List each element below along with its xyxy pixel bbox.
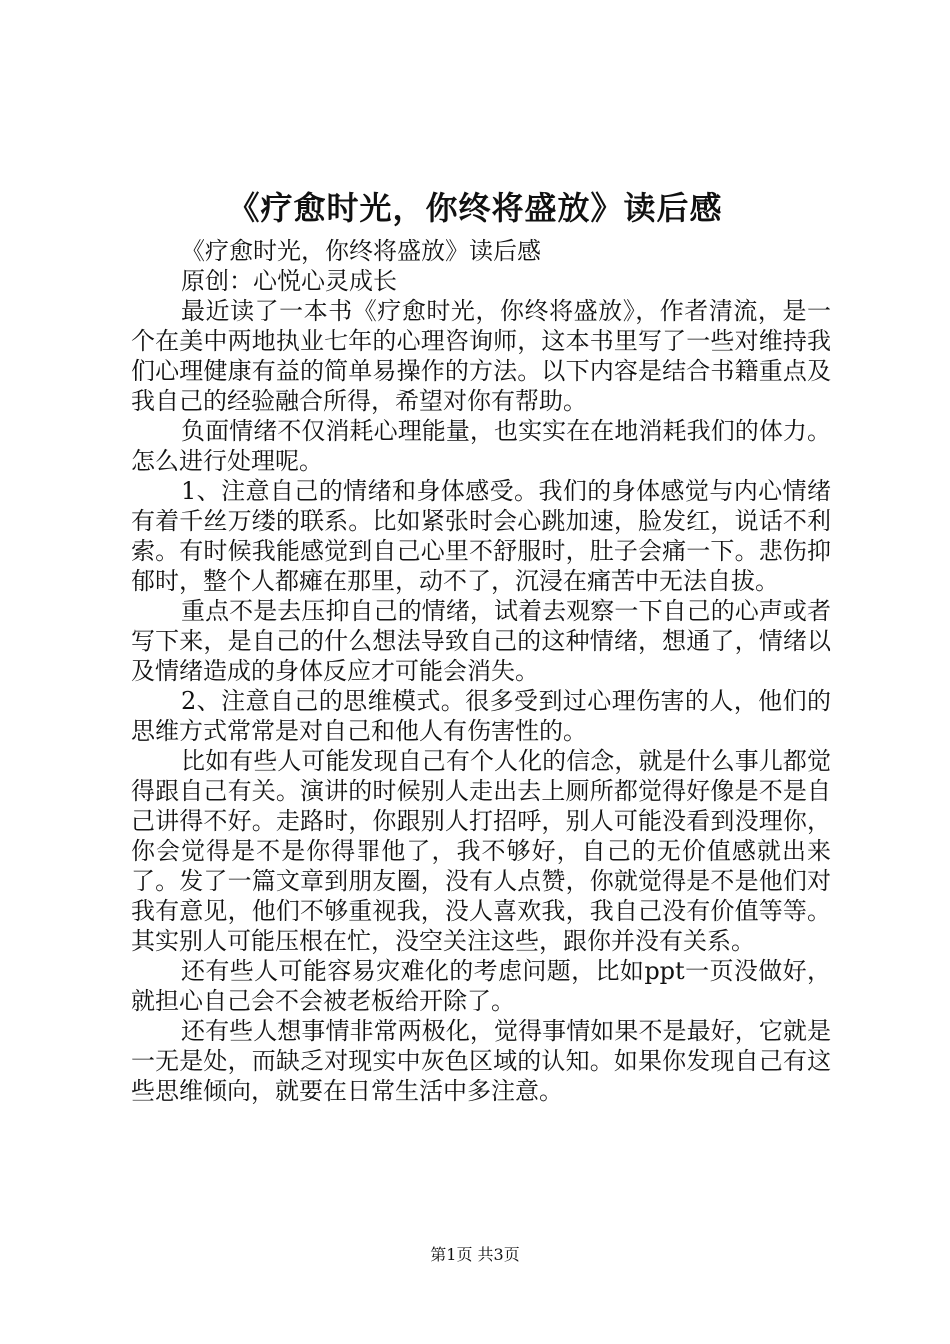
document-title: 《疗愈时光，你终将盛放》读后感	[227, 189, 723, 227]
paragraph: 重点不是去压抑自己的情绪，试着去观察一下自己的心声或者写下来，是自己的什么想法导致自己的这种情绪，想通了，情绪以及情绪造成的身体反应才可能会消失。	[131, 597, 831, 685]
paragraph: 比如有些人可能发现自己有个人化的信念，就是什么事儿都觉得跟自己有关。演讲的时候别人走出去上厕所都觉得好像是不是自己讲得不好。走路时，你跟别人打招呼，别人可能没看到没理你，你会觉得是不是你得罪他了，我不够好，自己的无价值感就出来了。发了一篇文章到朋友圈，没有人点赞，你就觉得是不是他们对我有意见，他们不够重视我，没人喜欢我，我自己没有价值等等。其实别人可能压根在忙，没空关注这些，跟你并没有关系。	[131, 747, 831, 955]
paragraph: 最近读了一本书《疗愈时光，你终将盛放》，作者清流，是一个在美中两地执业七年的心理咨询师，这本书里写了一些对维持我们心理健康有益的简单易操作的方法。以下内容是结合书籍重点及我自己的经验融合所得，希望对你有帮助。	[131, 297, 831, 415]
paragraph: 负面情绪不仅消耗心理能量，也实实在在地消耗我们的体力。怎么进行处理呢。	[131, 417, 831, 475]
paragraph: 《疗愈时光，你终将盛放》读后感	[181, 237, 541, 265]
document-body	[131, 236, 831, 1106]
paragraph: 1、注意自己的情绪和身体感受。我们的身体感觉与内心情绪有着千丝万缕的联系。比如紧张时会心跳加速，脸发红，说话不利索。有时候我能感觉到自己心里不舒服时，肚子会痛一下。悲伤抑郁时，整个人都瘫在那里，动不了，沉浸在痛苦中无法自拔。	[131, 477, 831, 595]
paragraph: 原创：心悦心灵成长	[181, 267, 397, 295]
paragraph: 还有些人想事情非常两极化，觉得事情如果不是最好，它就是一无是处，而缺乏对现实中灰色区域的认知。如果你发现自己有这些思维倾向，就要在日常生活中多注意。	[131, 1017, 831, 1105]
paragraph: 2、注意自己的思维模式。很多受到过心理伤害的人，他们的思维方式常常是对自己和他人有伤害性的。	[131, 687, 831, 745]
page-footer: 第1页 共3页	[430, 1245, 520, 1264]
paragraph: 还有些人可能容易灾难化的考虑问题，比如ppt一页没做好，就担心自己会不会被老板给开除了。	[131, 957, 831, 1015]
